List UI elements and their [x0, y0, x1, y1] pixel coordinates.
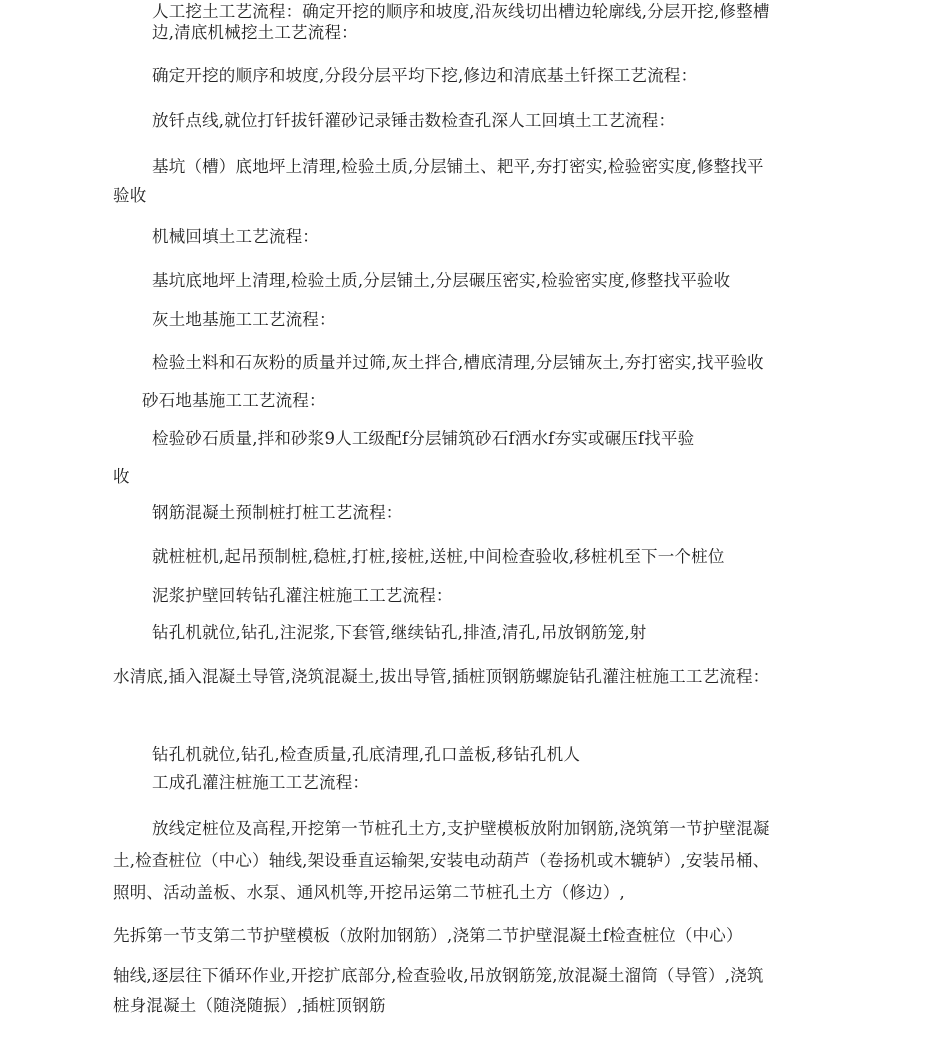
text-line: 水清底,插入混凝土导管,浇筑混凝土,拔出导管,插桩顶钢筋螺旋钻孔灌注桩施工工艺流程：: [113, 667, 770, 686]
text-line: 钢筋混凝土预制桩打桩工艺流程：: [152, 503, 403, 522]
text-line: 钻孔机就位,钻孔,检查质量,孔底清理,孔口盖板,移钻孔机人: [152, 745, 581, 764]
text-line: 砂石地基施工工艺流程：: [142, 391, 326, 410]
text-line: 检验砂石质量,拌和砂浆9人工级配f分层铺筑砂石f洒水f夯实或碾压f找平验: [152, 429, 695, 448]
text-line: 基坑（槽）底地坪上清理,检验土质,分层铺土、耙平,夯打密实,检验密实度,修整找平: [152, 157, 764, 176]
text-line: 机械回填土工艺流程：: [152, 227, 319, 246]
text-line: 灰土地基施工工艺流程：: [152, 310, 336, 329]
text-line: 验收: [113, 186, 147, 205]
text-line: 检验土料和石灰粉的质量并过筛,灰土拌合,槽底清理,分层铺灰土,夯打密实,找平验收: [152, 353, 764, 372]
text-line: 照明、活动盖板、水泵、通风机等,开挖吊运第二节桩孔土方（修边）,: [113, 883, 625, 902]
text-line: 土,检查桩位（中心）轴线,架设垂直运输架,安装电动葫芦（卷扬机或木辘轳）,安装吊桶、: [113, 851, 770, 870]
text-line: 先拆第一节支第二节护壁模板（放附加钢筋）,浇第二节护壁混凝土f检查桩位（中心）: [113, 926, 743, 945]
text-line: 桩身混凝土（随浇随振）,插桩顶钢筋: [113, 996, 386, 1015]
text-line: 钻孔机就位,钻孔,注泥浆,下套管,继续钻孔,排渣,清孔,吊放钢筋笼,射: [152, 623, 647, 642]
text-line: 人工挖土工艺流程：确定开挖的顺序和坡度,沿灰线切出槽边轮廓线,分层开挖,修整槽: [152, 2, 770, 21]
text-line: 收: [113, 467, 130, 486]
text-line: 基坑底地坪上清理,检验土质,分层铺土,分层碾压密实,检验密实度,修整找平验收: [152, 271, 731, 290]
text-line: 工成孔灌注桩施工工艺流程：: [152, 773, 370, 792]
text-line: 泥浆护壁回转钻孔灌注桩施工工艺流程：: [152, 586, 453, 605]
text-line: 就桩桩机,起吊预制桩,稳桩,打桩,接桩,送桩,中间检查验收,移桩机至下一个桩位: [152, 547, 725, 566]
text-line: 轴线,逐层往下循环作业,开挖扩底部分,检查验收,吊放钢筋笼,放混凝土溜筒（导管）,浇筑: [113, 966, 764, 985]
text-line: 放钎点线,就位打钎拔钎灌砂记录锤击数检查孔深人工回填土工艺流程：: [152, 111, 676, 130]
text-line: 边,清底机械挖土工艺流程：: [152, 23, 358, 42]
text-line: 放线定桩位及高程,开挖第一节桩孔土方,支护壁模板放附加钢筋,浇筑第一节护壁混凝: [152, 819, 770, 838]
text-line: 确定开挖的顺序和坡度,分段分层平均下挖,修边和清底基土钎探工艺流程：: [152, 66, 698, 85]
